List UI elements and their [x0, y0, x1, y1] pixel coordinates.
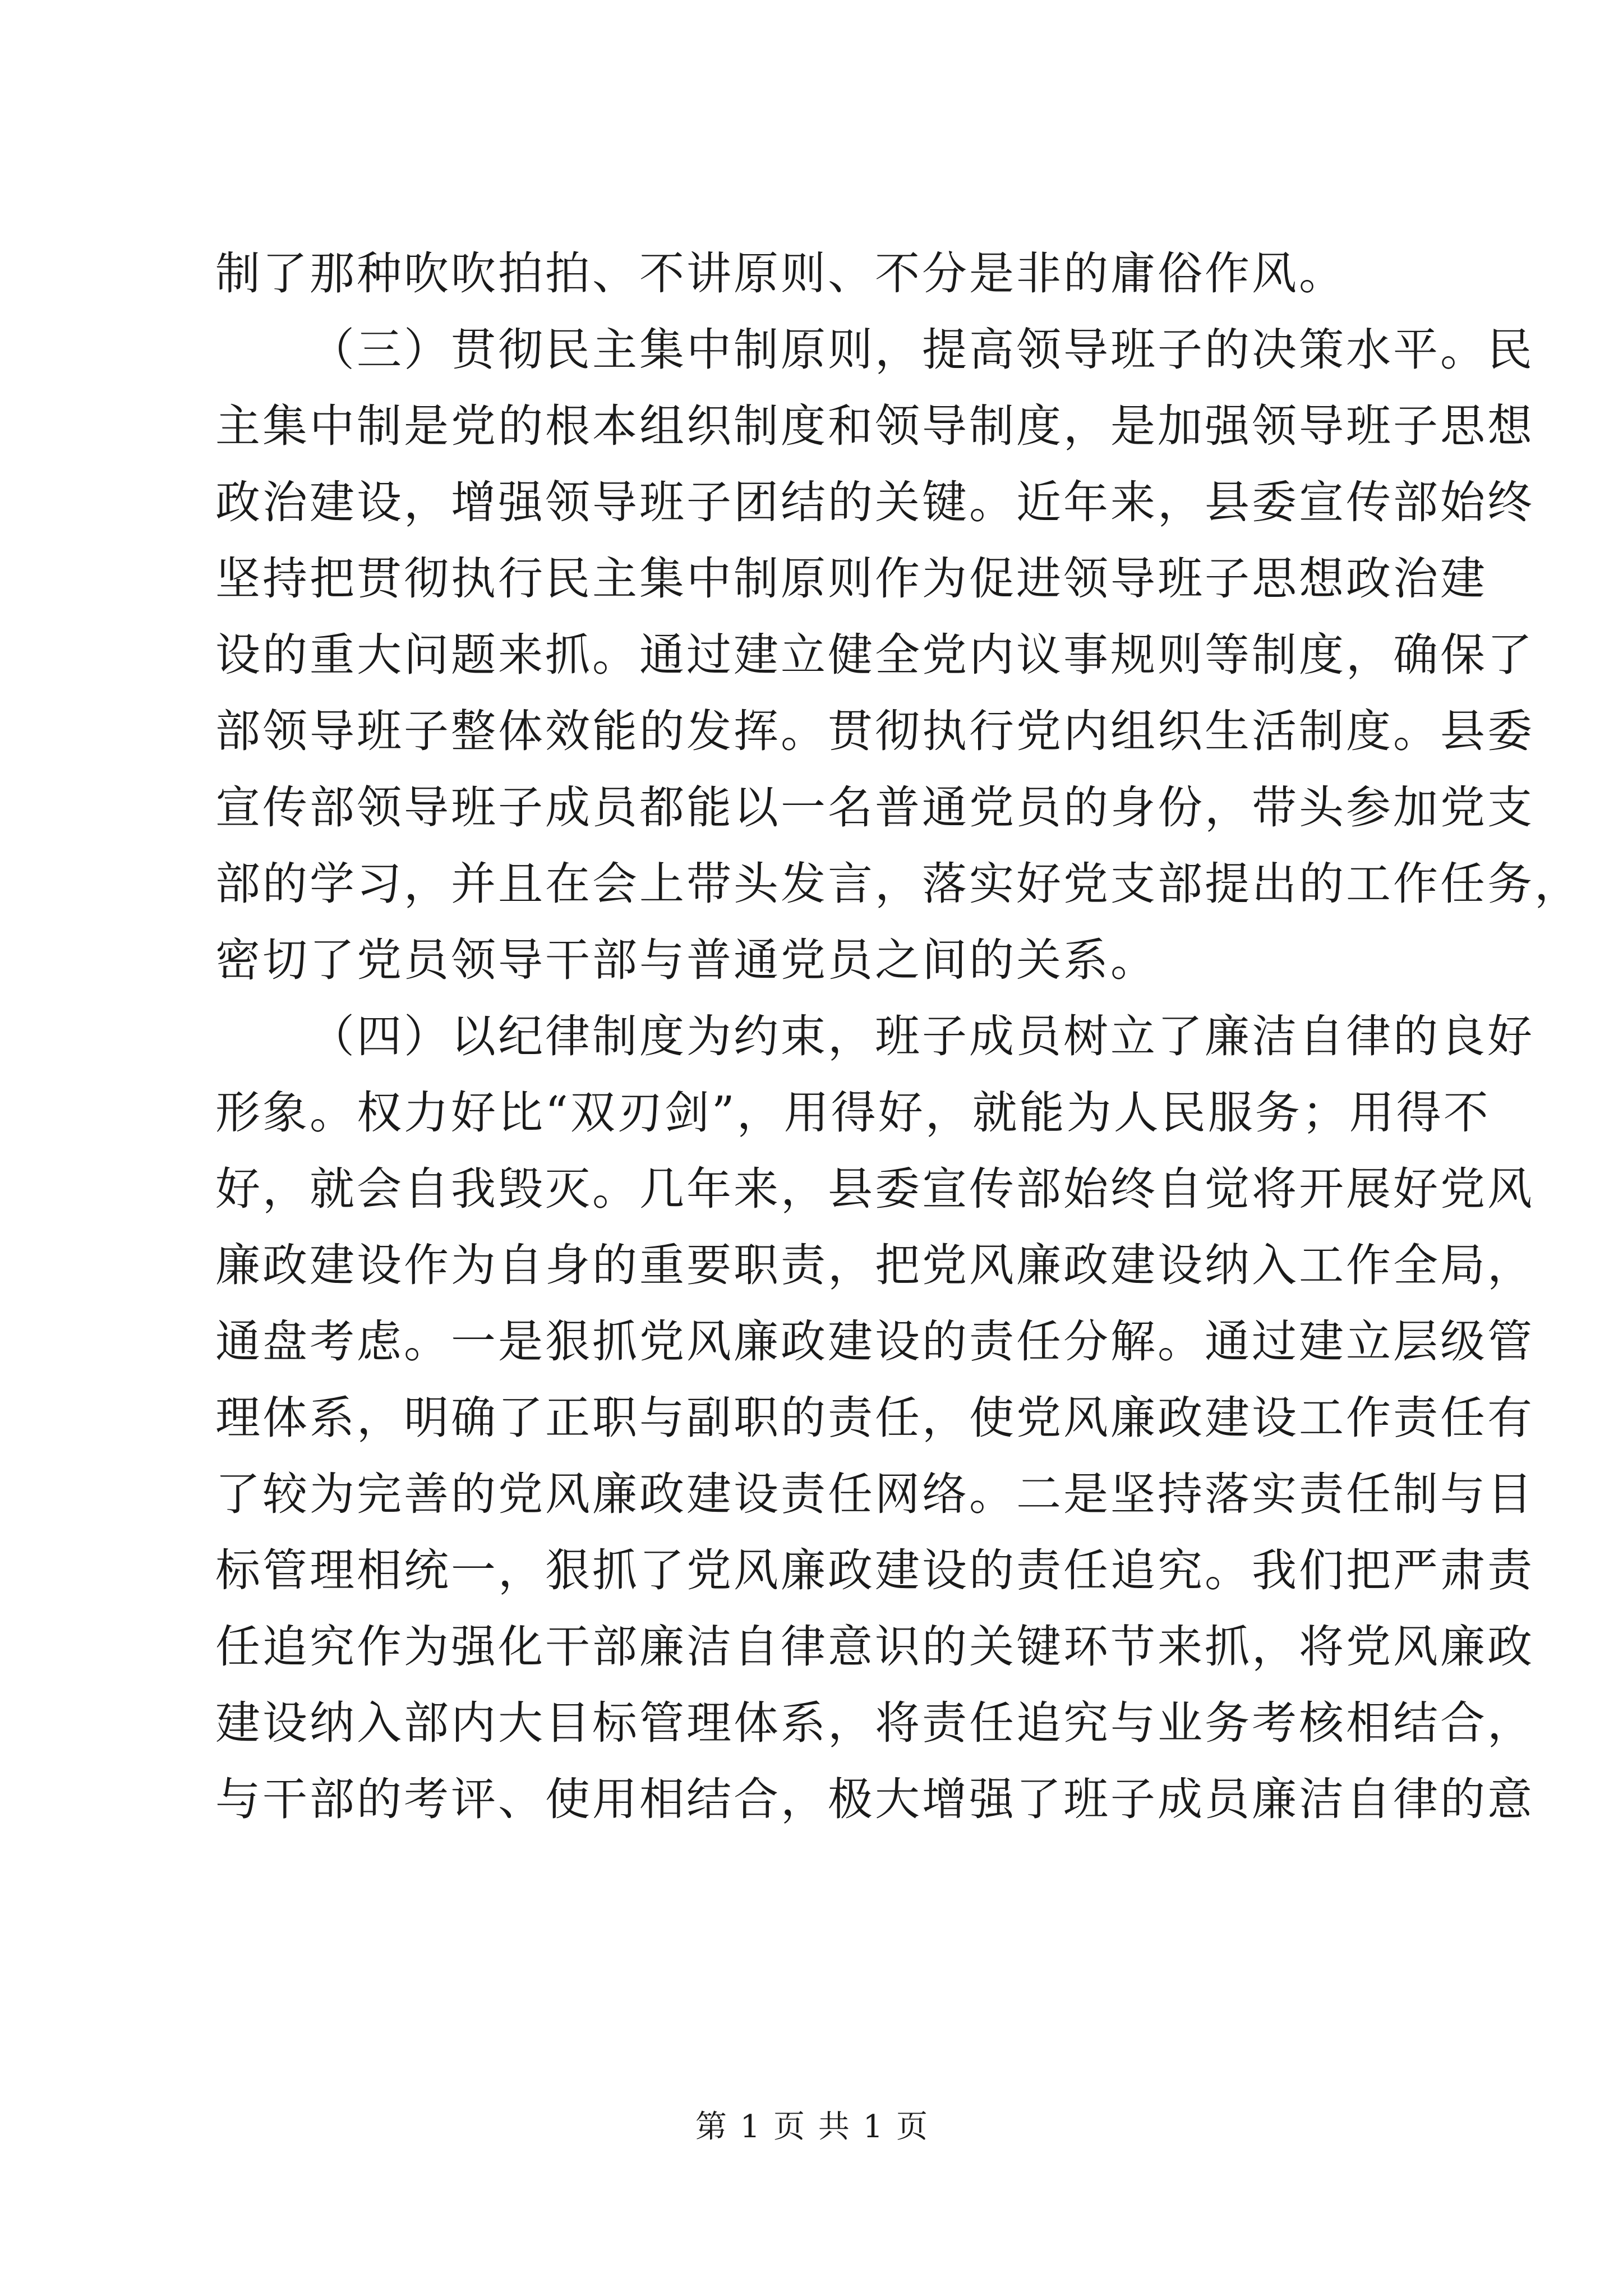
text-line: 标管理相统一，狠抓了党风廉政建设的责任追究。我们把严肃责	[215, 1544, 1534, 1596]
page-number-label: 第 1 页 共 1 页	[695, 2109, 928, 2145]
text-line: 建设纳入部内大目标管理体系，将责任追究与业务考核相结合，	[215, 1697, 1534, 1749]
text-line: 形象。权力好比“双刃剑”，用得好，就能为人民服务；用得不	[215, 1087, 1491, 1139]
text-line: 与干部的考评、使用相结合，极大增强了班子成员廉洁自律的意	[215, 1773, 1534, 1825]
text-line: 好，就会自我毁灭。几年来，县委宣传部始终自觉将开展好党风	[215, 1163, 1534, 1215]
text-line-section-4-heading: （四）以纪律制度为约束，班子成员树立了廉洁自律的良好	[310, 1010, 1534, 1062]
text-line-section-3-heading: （三）贯彻民主集中制原则，提高领导班子的决策水平。民	[310, 324, 1534, 376]
text-line: 廉政建设作为自身的重要职责，把党风廉政建设纳入工作全局，	[215, 1239, 1534, 1291]
text-line-continuation: 制了那种吹吹拍拍、不讲原则、不分是非的庸俗作风。	[215, 247, 1346, 300]
text-line: 了较为完善的党风廉政建设责任网络。二是坚持落实责任制与目	[215, 1468, 1534, 1520]
text-line: 理体系，明确了正职与副职的责任，使党风廉政建设工作责任有	[215, 1392, 1534, 1444]
text-line: 主集中制是党的根本组织制度和领导制度，是加强领导班子思想	[215, 400, 1534, 452]
text-line: 坚持把贯彻执行民主集中制原则作为促进领导班子思想政治建	[215, 553, 1487, 605]
page-footer	[0, 2105, 1623, 2150]
document-body	[215, 236, 1581, 1838]
text-line: 部领导班子整体效能的发挥。贯彻执行党内组织生活制度。县委	[215, 705, 1534, 757]
text-line: 设的重大问题来抓。通过建立健全党内议事规则等制度，确保了	[215, 629, 1534, 681]
text-line: 任追究作为强化干部廉洁自律意识的关键环节来抓，将党风廉政	[215, 1621, 1534, 1673]
text-line-paragraph-end: 密切了党员领导干部与普通党员之间的关系。	[215, 934, 1158, 986]
text-line: 政治建设，增强领导班子团结的关键。近年来，县委宣传部始终	[215, 476, 1534, 528]
text-line: 通盘考虑。一是狠抓党风廉政建设的责任分解。通过建立层级管	[215, 1315, 1534, 1368]
text-line: 部的学习，并且在会上带头发言，落实好党支部提出的工作任务，	[215, 858, 1581, 910]
text-line: 宣传部领导班子成员都能以一名普通党员的身份，带头参加党支	[215, 781, 1534, 834]
